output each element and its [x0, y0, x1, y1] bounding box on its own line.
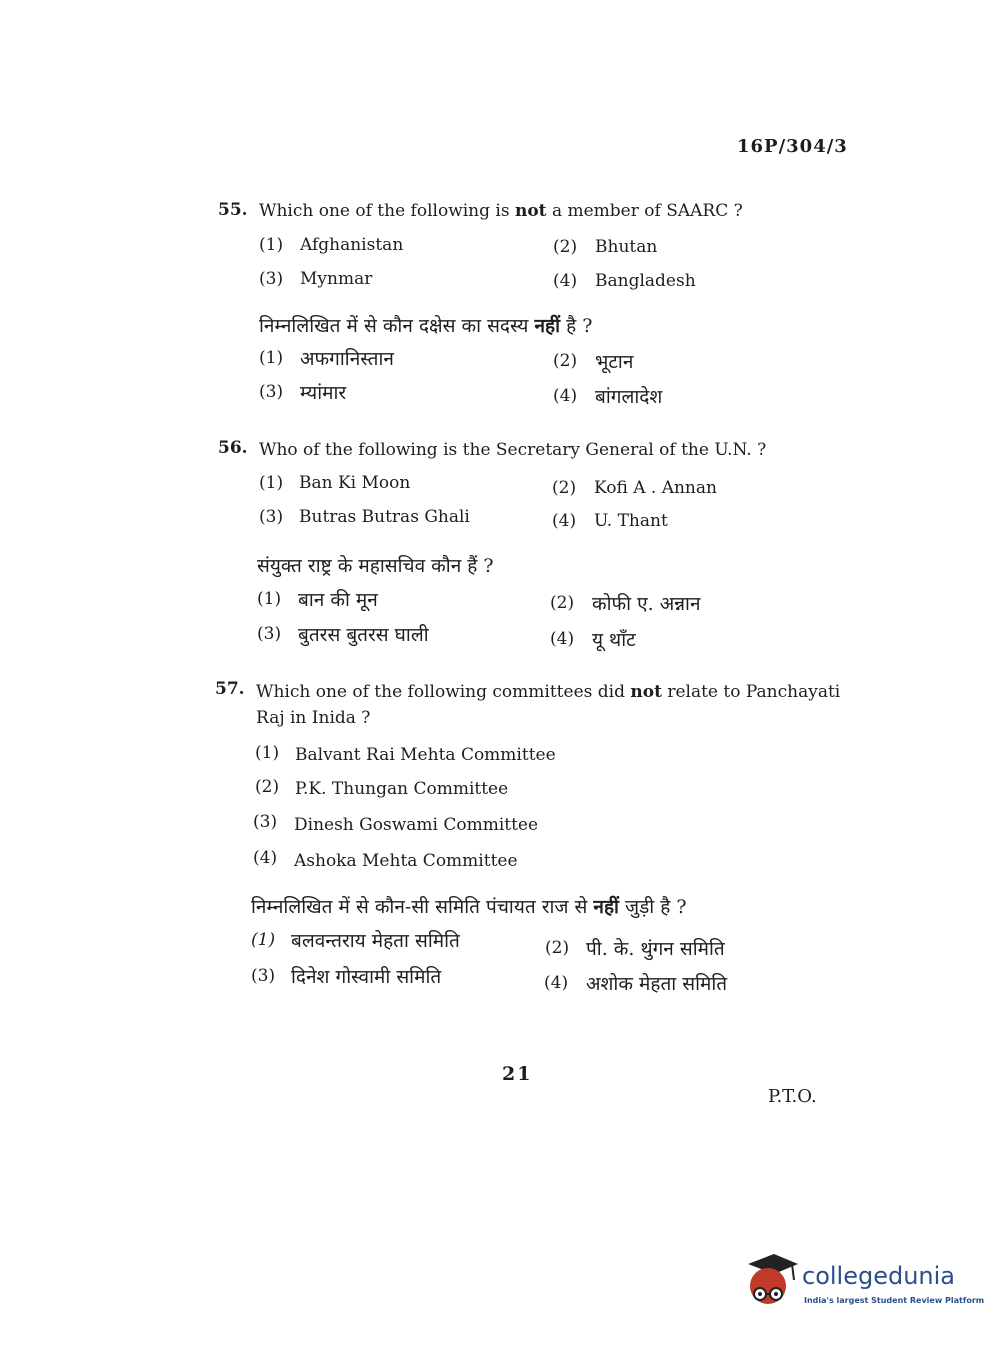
question-55-text-hindi: निम्नलिखित में से कौन दक्षेस का सदस्य नहीं है ?	[259, 315, 593, 337]
q56-hindi-option-1: बान की मून	[298, 589, 378, 611]
q55-hindi-option-2-num: (2)	[553, 351, 578, 371]
q57-hindi-option-2: पी. के. थुंगन समिति	[586, 938, 725, 960]
question-57-number: 57.	[215, 679, 245, 699]
q57-hindi-option-2-num: (2)	[545, 938, 570, 958]
q56-hindi-option-4-num: (4)	[550, 629, 575, 649]
q57-hindi-option-3: दिनेश गोस्वामी समिति	[291, 966, 442, 988]
q57-option-2: P.K. Thungan Committee	[295, 779, 509, 799]
mascot-icon	[744, 1250, 800, 1316]
q57-option-2-num: (2)	[255, 777, 280, 797]
q57-option-3-num: (3)	[253, 812, 278, 832]
q57-hindi-option-1: बलवन्तराय मेहता समिति	[291, 930, 460, 952]
q55-hindi-option-4: बांगलादेश	[595, 386, 663, 408]
q56-hindi-option-3-num: (3)	[257, 624, 282, 644]
q56-option-4: U. Thant	[594, 511, 668, 531]
q56-option-1-num: (1)	[259, 473, 284, 493]
q55-hindi-option-2: भूटान	[595, 351, 634, 373]
question-57-text-line2: Raj in Inida ?	[256, 708, 371, 728]
q56-option-3: Butras Butras Ghali	[299, 507, 470, 527]
q57-option-1-num: (1)	[255, 743, 280, 763]
question-55-text: Which one of the following is not a member of SAARC ?	[259, 201, 743, 221]
q56-hindi-option-1-num: (1)	[257, 589, 282, 609]
q55-hindi-option-3: म्यांमार	[300, 382, 347, 404]
q56-hindi-option-2: कोफी ए. अन्नान	[592, 593, 701, 615]
question-57-text: Which one of the following committees did not relate to Panchayati	[256, 682, 841, 702]
q55-hindi-option-1-num: (1)	[259, 348, 284, 368]
q57-hindi-option-4-num: (4)	[544, 973, 569, 993]
q55-option-1: Afghanistan	[300, 235, 404, 255]
q56-hindi-option-2-num: (2)	[550, 593, 575, 613]
q55-option-3: Mynmar	[300, 269, 373, 289]
q55-option-3-num: (3)	[259, 269, 284, 289]
paper-code: 16P/304/3	[737, 136, 848, 157]
page-number: 21	[502, 1063, 533, 1085]
q55-option-4-num: (4)	[553, 271, 578, 291]
q55-option-2: Bhutan	[595, 237, 658, 257]
question-55-number: 55.	[218, 200, 248, 220]
collegedunia-watermark	[744, 1250, 985, 1320]
brand-tagline: India's largest Student Review Platform	[804, 1296, 985, 1305]
q56-option-1: Ban Ki Moon	[299, 473, 411, 493]
question-56-number: 56.	[218, 438, 248, 458]
q57-option-4-num: (4)	[253, 848, 278, 868]
q57-option-4: Ashoka Mehta Committee	[294, 851, 518, 871]
q56-option-2: Kofi A . Annan	[594, 478, 717, 498]
q55-hindi-option-1: अफगानिस्तान	[300, 348, 394, 370]
q56-option-4-num: (4)	[552, 511, 577, 531]
q57-option-1: Balvant Rai Mehta Committee	[295, 745, 556, 765]
q55-hindi-option-4-num: (4)	[553, 386, 578, 406]
q55-option-2-num: (2)	[553, 237, 578, 257]
q56-option-2-num: (2)	[552, 478, 577, 498]
question-56-text: Who of the following is the Secretary General of the U.N. ?	[259, 440, 767, 460]
q57-hindi-option-1-num: (1)	[251, 930, 276, 950]
q56-option-3-num: (3)	[259, 507, 284, 527]
q55-option-4: Bangladesh	[595, 271, 696, 291]
q55-hindi-option-3-num: (3)	[259, 382, 284, 402]
q57-hindi-option-3-num: (3)	[251, 966, 276, 986]
question-56-text-hindi: संयुक्त राष्ट्र के महासचिव कौन हैं ?	[257, 555, 494, 577]
q56-hindi-option-3: बुतरस बुतरस घाली	[298, 624, 429, 646]
q57-option-3: Dinesh Goswami Committee	[294, 815, 539, 835]
q55-option-1-num: (1)	[259, 235, 284, 255]
question-57-text-hindi: निम्नलिखित में से कौन-सी समिति पंचायत राज से नहीं जुड़ी है ?	[251, 896, 687, 918]
pto-label: P.T.O.	[768, 1086, 817, 1107]
brand-name: collegedunia	[802, 1262, 956, 1290]
q56-hindi-option-4: यू थाँट	[592, 629, 636, 651]
q57-hindi-option-4: अशोक मेहता समिति	[586, 973, 728, 995]
